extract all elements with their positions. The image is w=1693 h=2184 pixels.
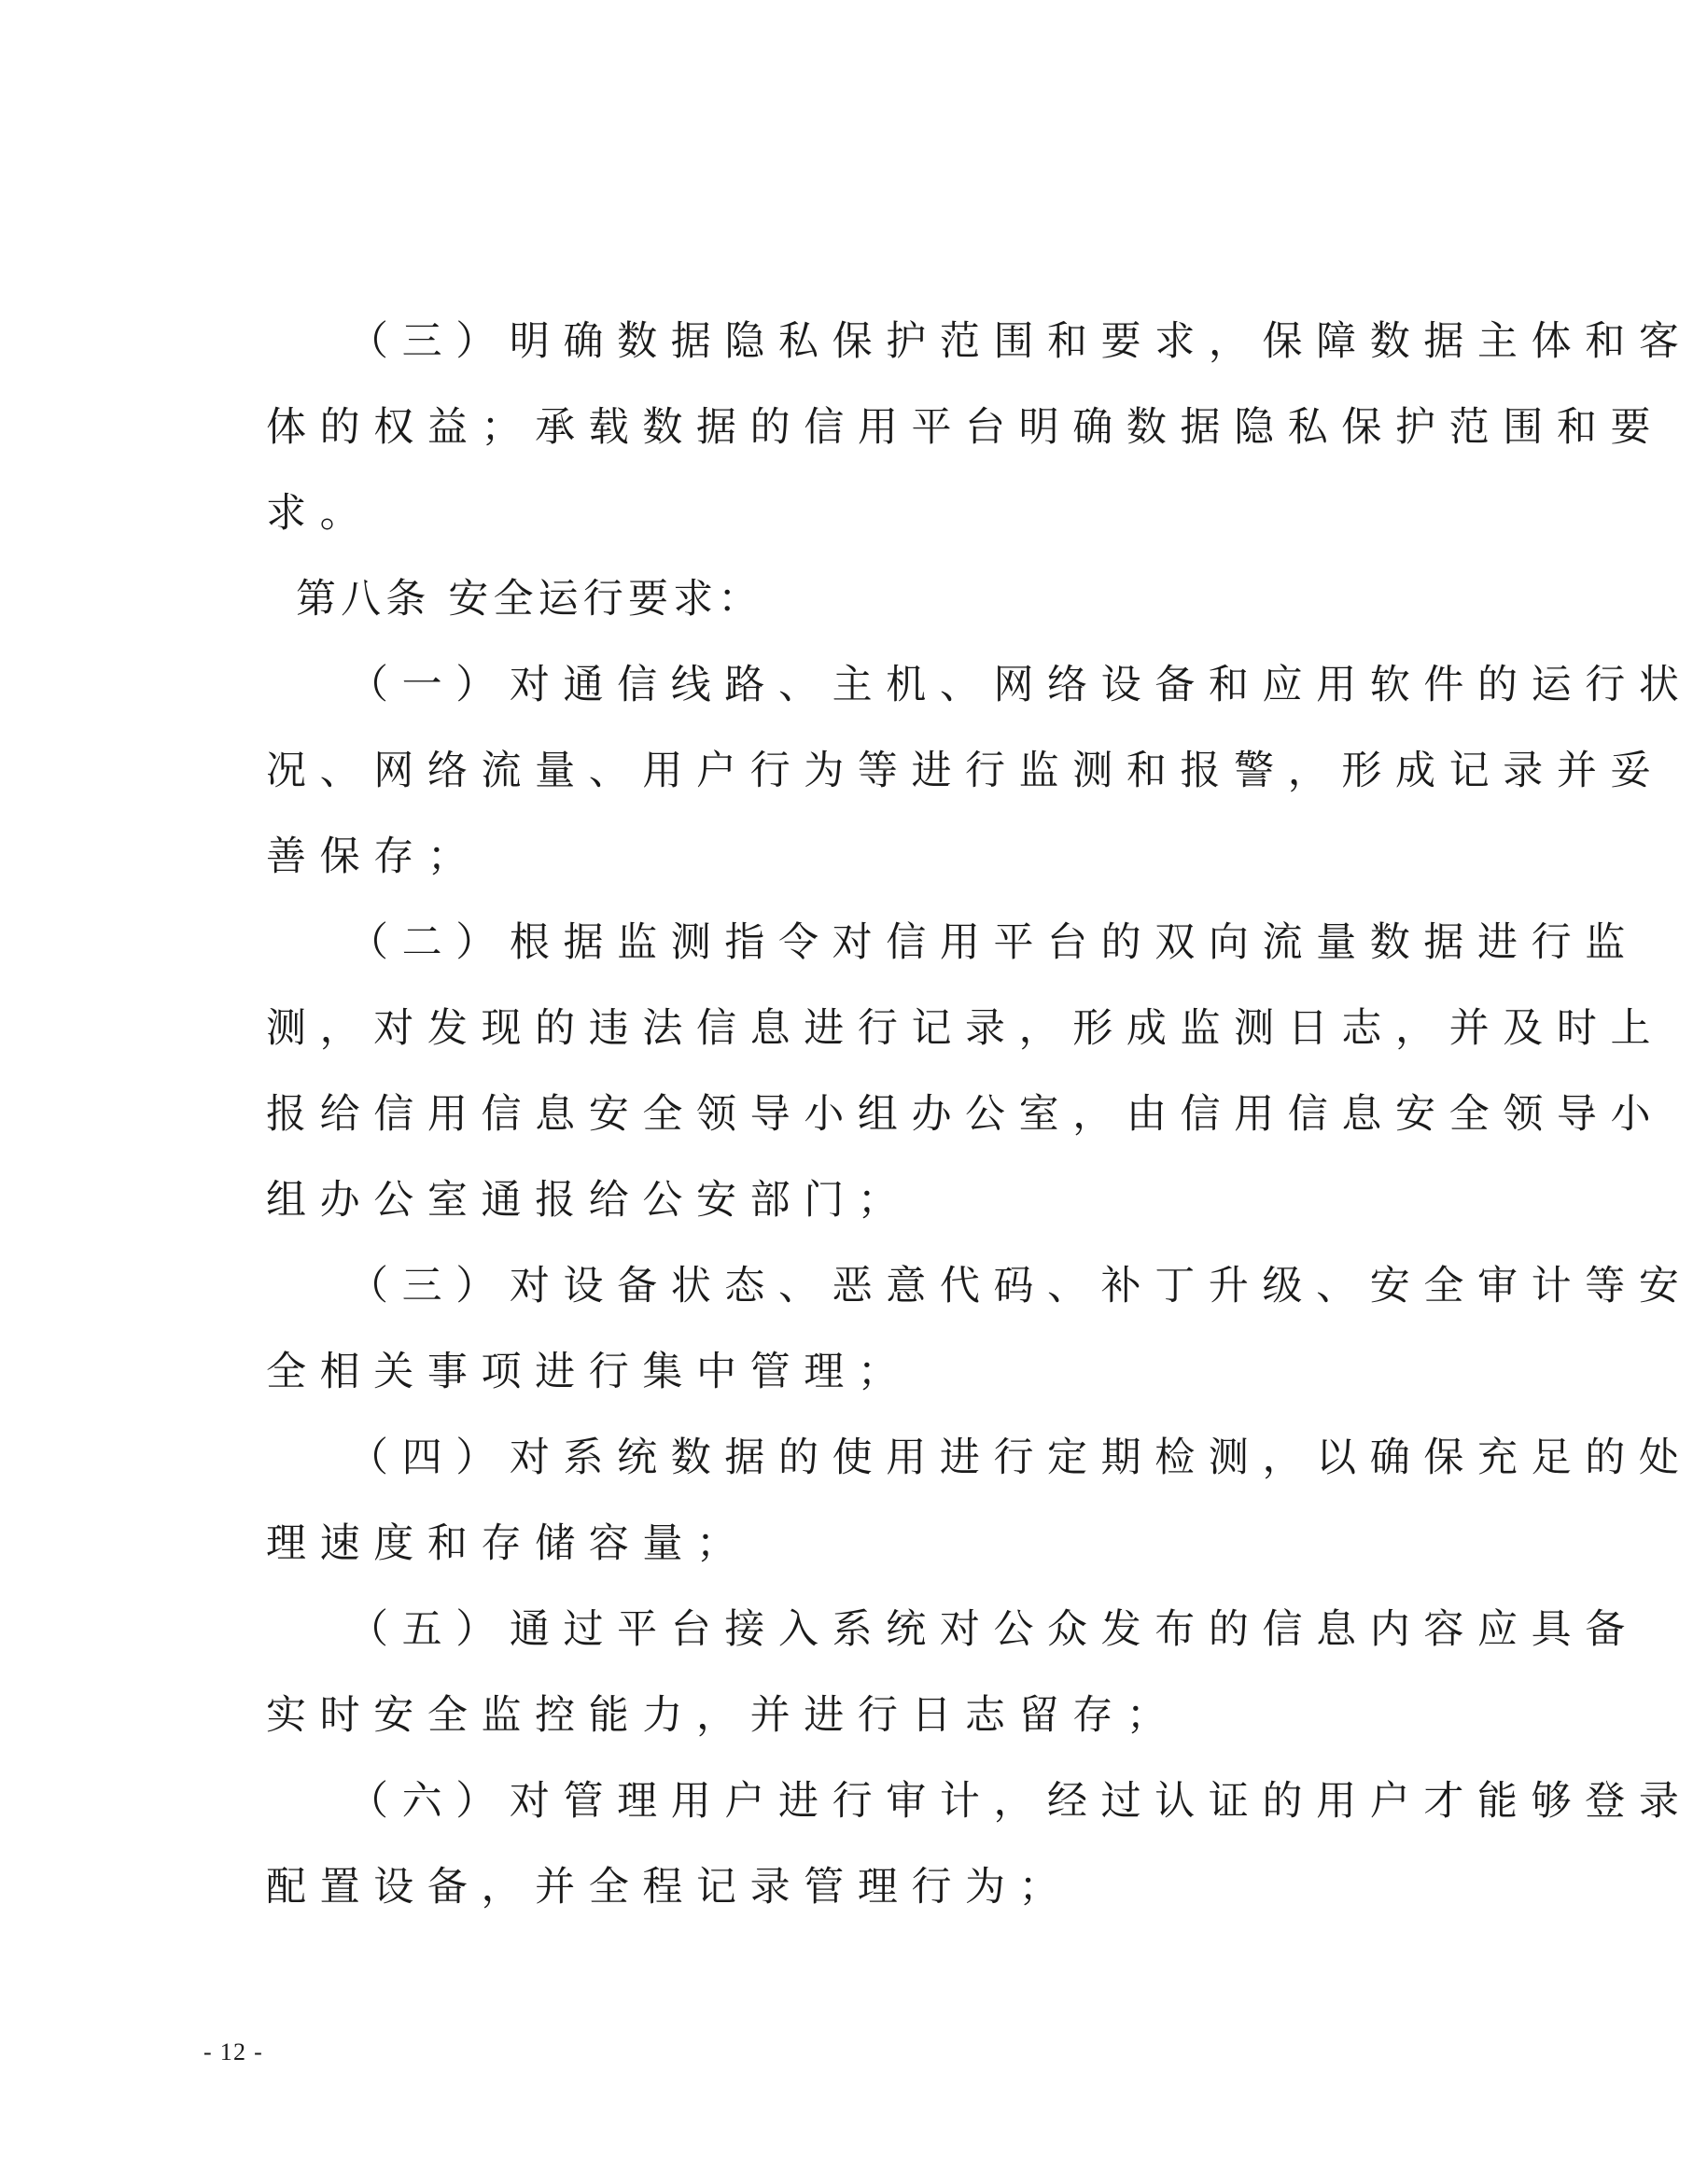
paragraph-line: 配置设备，并全程记录管理行为； [266,1864,1073,1911]
paragraph-line: （五）通过平台接入系统对公众发布的信息内容应具备 [348,1606,1639,1653]
paragraph-line: 理速度和存储容量； [266,1520,750,1567]
paragraph-line: （二）根据监测指令对信用平台的双向流量数据进行监 [348,919,1639,966]
paragraph-line: 测，对发现的违法信息进行记录，形成监测日志，并及时上 [266,1005,1665,1052]
paragraph-line: （四）对系统数据的使用进行定期检测，以确保充足的处 [348,1435,1693,1481]
paragraph-line: 全相关事项进行集中管理； [266,1349,912,1395]
paragraph-line: 善保存； [266,833,482,880]
paragraph-line: 组办公室通报给公安部门； [266,1177,912,1224]
page-number: - 12 - [203,2038,264,2065]
paragraph-line: 实时安全监控能力，并进行日志留存； [266,1692,1181,1739]
paragraph-line: 求。 [266,490,374,537]
paragraph-line: （三）明确数据隐私保护范围和要求，保障数据主体和客 [348,318,1693,365]
paragraph-line: 体的权益；承载数据的信用平台明确数据隐私保护范围和要 [266,404,1665,451]
paragraph-line: 况、网络流量、用户行为等进行监测和报警，形成记录并妥 [266,748,1665,794]
paragraph-line: （一）对通信线路、主机、网络设备和应用软件的运行状 [348,662,1693,708]
article-heading: 第八条 安全运行要求： [296,576,763,623]
paragraph-line: （三）对设备状态、恶意代码、补丁升级、安全审计等安 [348,1263,1693,1309]
document-body [266,299,1693,1930]
paragraph-line: （六）对管理用户进行审计，经过认证的用户才能够登录 [348,1778,1693,1825]
paragraph-line: 报给信用信息安全领导小组办公室，由信用信息安全领导小 [266,1091,1665,1138]
